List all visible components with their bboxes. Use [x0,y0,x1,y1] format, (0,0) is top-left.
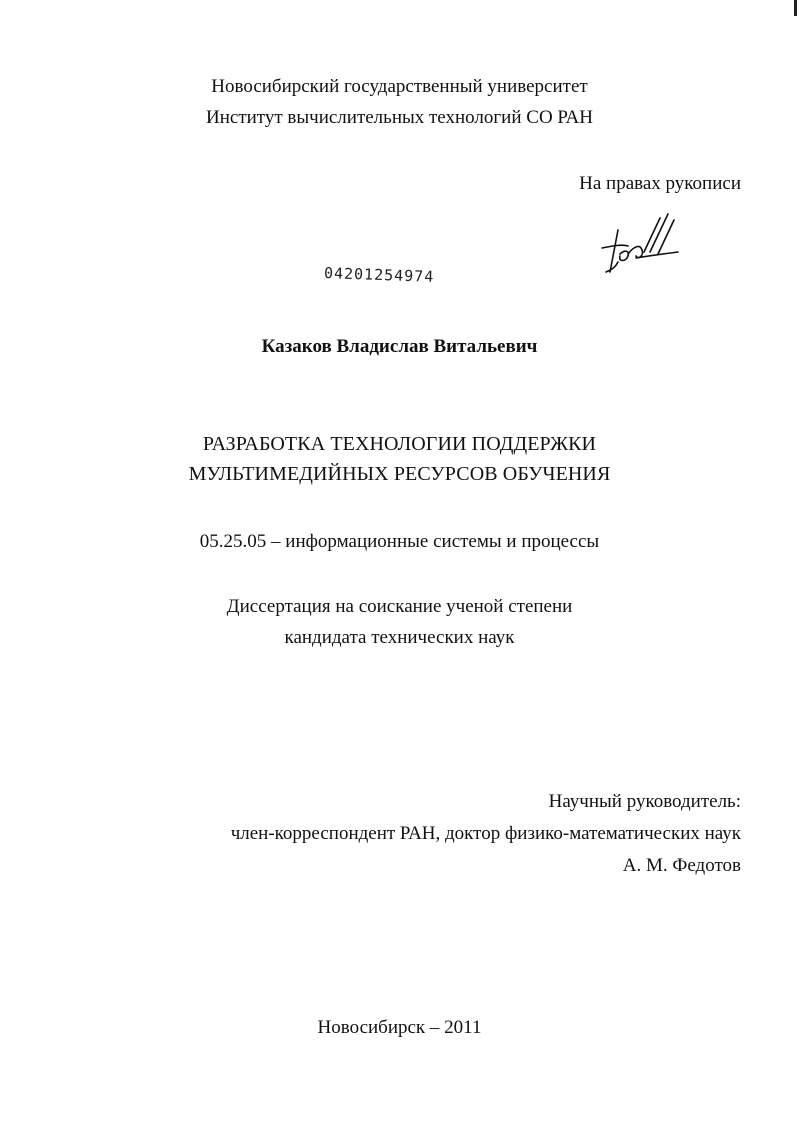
specialty-code: 05.25.05 – информационные системы и процессы [199,531,600,552]
university-name: Новосибирский государственный университет [211,76,588,97]
registration-number: 04201254974 [323,264,435,286]
degree-line-2: кандидата технических наук [284,627,515,648]
supervisor-name: А. М. Федотов [622,855,741,876]
manuscript-rights: На правах рукописи [579,173,741,194]
supervisor-position: член-корреспондент РАН, доктор физико-математических наук [230,823,741,844]
dissertation-title-line-2: МУЛЬТИМЕДИЙНЫХ РЕСУРСОВ ОБУЧЕНИЯ [188,463,611,485]
institute-name: Институт вычислительных технологий СО РАН [206,107,593,128]
dissertation-title-line-1: РАЗРАБОТКА ТЕХНОЛОГИИ ПОДДЕРЖКИ [202,433,597,455]
author-name: Казаков Владислав Витальевич [261,336,538,357]
degree-line-1: Диссертация на соискание ученой степени [226,596,573,617]
scan-corner-mark [794,0,797,16]
supervisor-label: Научный руководитель: [548,791,741,812]
signature-icon [598,210,688,278]
city-year: Новосибирск – 2011 [317,1017,482,1038]
